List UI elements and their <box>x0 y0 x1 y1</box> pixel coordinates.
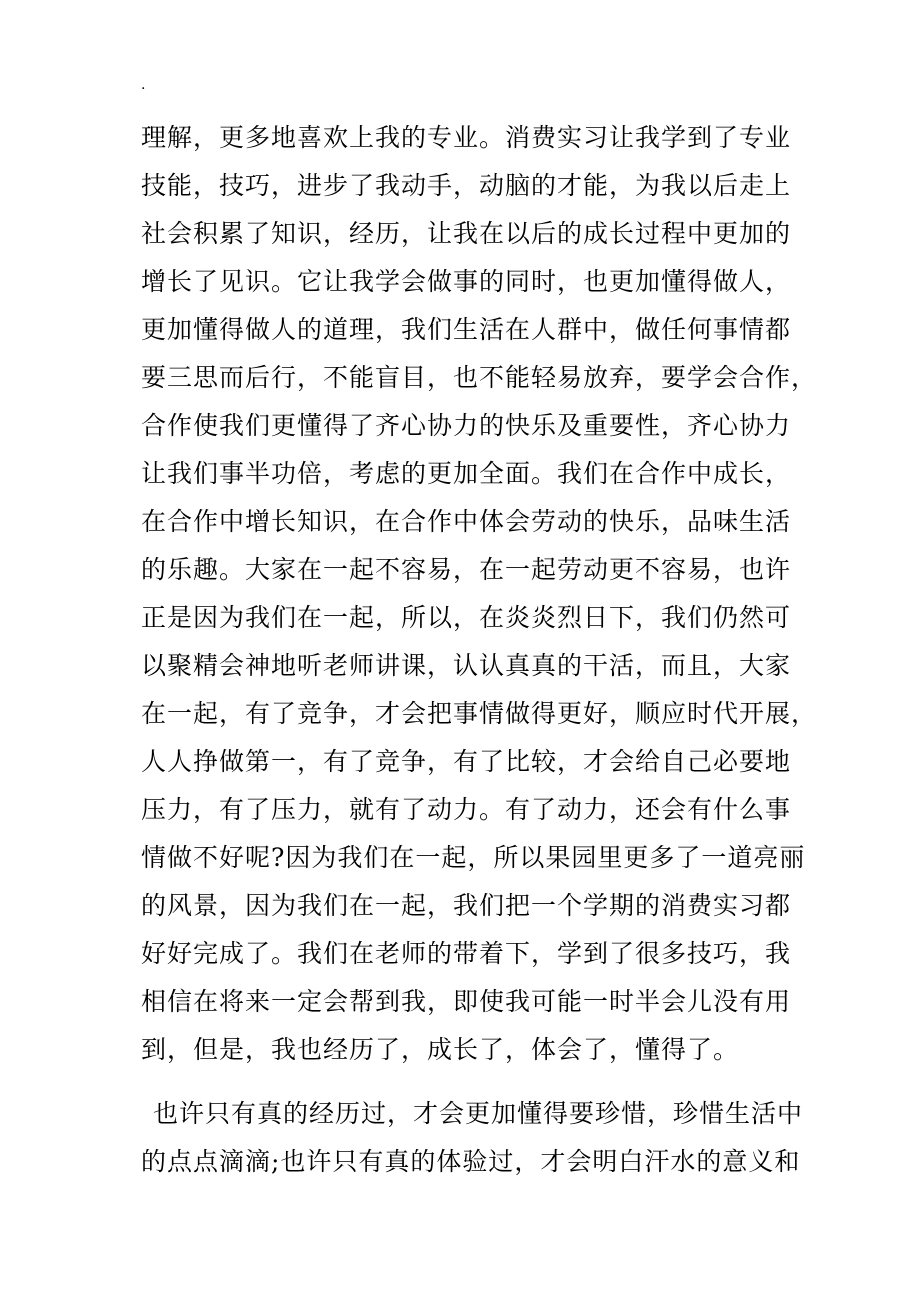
text-line: 技能，技巧，进步了我动手，动脑的才能，为我以后走上 <box>141 171 792 200</box>
text-line: 到，但是，我也经历了，成长了，体会了，懂得了。 <box>141 1035 740 1064</box>
header-dot: . <box>141 77 146 93</box>
text-line: 的风景，因为我们在一起，我们把一个学期的消费实习都 <box>141 891 792 920</box>
body-text <box>141 114 818 1186</box>
text-line: 人人挣做第一，有了竞争，有了比较，才会给自己必要地 <box>141 747 792 776</box>
text-line: 增长了见识。它让我学会做事的同时，也更加懂得做人， <box>141 267 792 296</box>
text-line: 情做不好呢?因为我们在一起，所以果园里更多了一道亮丽 <box>141 843 806 872</box>
text-line: 的乐趣。大家在一起不容易，在一起劳动更不容易，也许 <box>141 555 792 584</box>
text-line: 在一起，有了竞争，才会把事情做得更好，顺应时代开展， <box>141 699 818 728</box>
text-line: 相信在将来一定会帮到我，即使我可能一时半会儿没有用 <box>141 987 792 1016</box>
text-line: 更加懂得做人的道理，我们生活在人群中，做任何事情都 <box>141 315 792 344</box>
text-line: 在合作中增长知识，在合作中体会劳动的快乐，品味生活 <box>141 507 792 536</box>
text-line: 要三思而后行，不能盲目，也不能轻易放弃，要学会合作， <box>141 363 818 392</box>
text-line: 的点点滴滴;也许只有真的体验过，才会明白汗水的意义和 <box>141 1147 801 1176</box>
text-line: 正是因为我们在一起，所以，在炎炎烈日下，我们仍然可 <box>141 603 792 632</box>
paragraph-1 <box>141 114 818 1074</box>
text-line: 好好完成了。我们在老师的带着下，学到了很多技巧，我 <box>141 939 792 968</box>
text-line: 社会积累了知识，经历，让我在以后的成长过程中更加的 <box>141 219 792 248</box>
paragraph-gap <box>141 1074 781 1090</box>
text-line: 压力，有了压力，就有了动力。有了动力，还会有什么事 <box>141 795 792 824</box>
text-line: 以聚精会神地听老师讲课，认认真真的干活，而且，大家 <box>141 651 792 680</box>
text-line: 合作使我们更懂得了齐心协力的快乐及重要性，齐心协力 <box>141 411 792 440</box>
text-line: 理解，更多地喜欢上我的专业。消费实习让我学到了专业 <box>141 123 792 152</box>
text-line: 让我们事半功倍，考虑的更加全面。我们在合作中成长， <box>141 459 792 488</box>
text-line: 也许只有真的经历过，才会更加懂得要珍惜，珍惜生活中 <box>153 1099 804 1128</box>
paragraph-2 <box>141 1090 804 1186</box>
